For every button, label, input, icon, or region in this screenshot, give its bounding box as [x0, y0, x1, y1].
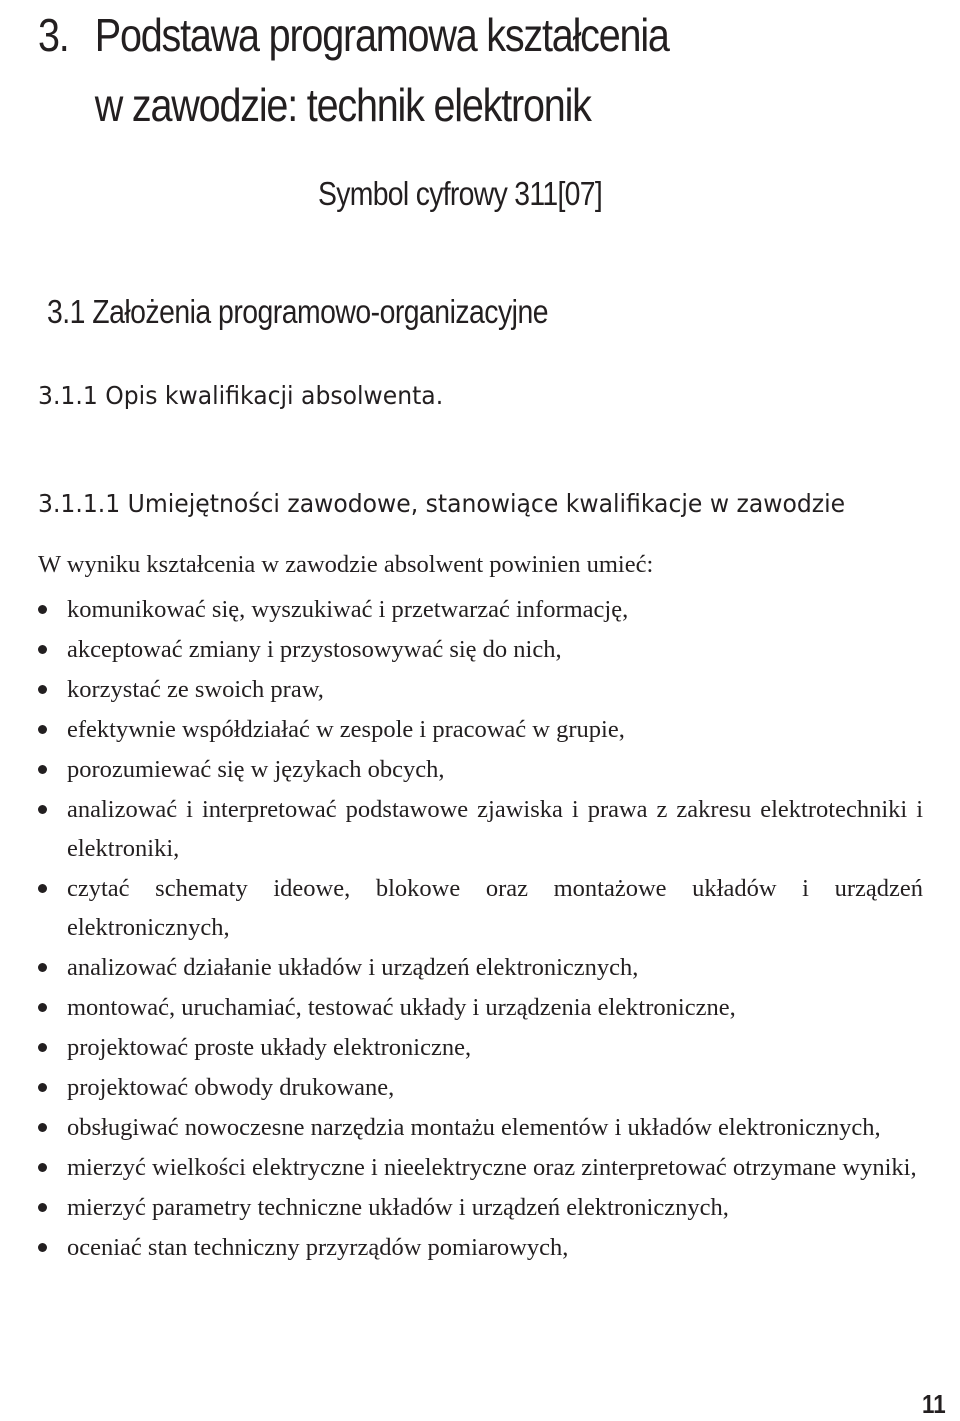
bullet-icon: [38, 1243, 47, 1252]
skill-item: [38, 710, 923, 749]
skill-item: [38, 790, 923, 868]
skill-text: projektować obwody drukowane,: [67, 1074, 395, 1101]
section-heading: 3.1 Założenia programowo-organizacyjne: [47, 293, 548, 330]
skill-text: oceniać stan techniczny przyrządów pomiarowych,: [67, 1234, 569, 1261]
skill-text: montować, uruchamiać, testować układy i urządzenia elektroniczne,: [67, 994, 736, 1021]
chapter-title-line-2: w zawodzie: technik elektronik: [94, 79, 591, 131]
bullet-icon: [38, 1003, 47, 1012]
skill-item: [38, 1068, 923, 1107]
bullet-icon: [38, 765, 47, 774]
bullet-icon: [38, 805, 47, 814]
chapter-title-line-1: Podstawa programowa kształcenia: [94, 9, 669, 61]
bullet-icon: [38, 725, 47, 734]
bullet-icon: [38, 1163, 47, 1172]
skill-item: [38, 869, 923, 947]
bullet-icon: [38, 685, 47, 694]
skill-item: [38, 670, 923, 709]
bullet-icon: [38, 1043, 47, 1052]
skill-item: [38, 1108, 923, 1147]
skill-text: analizować i interpretować podstawowe zjawiska i prawa z zakresu elektrotechniki i elektroniki,: [67, 796, 923, 862]
skill-item: [38, 750, 923, 789]
chapter-title: [38, 0, 669, 140]
intro-text: W wyniku kształcenia w zawodzie absolwent powinien umieć:: [38, 551, 654, 578]
subsubsection-heading: 3.1.1.1 Umiejętności zawodowe, stanowiące kwalifikacje w zawodzie: [38, 489, 846, 518]
skill-text: komunikować się, wyszukiwać i przetwarzać informację,: [67, 596, 629, 623]
skill-item: [38, 1228, 923, 1267]
occupation-symbol: Symbol cyfrowy 311[07]: [318, 175, 603, 212]
bullet-icon: [38, 1123, 47, 1132]
skill-item: [38, 1028, 923, 1067]
bullet-icon: [38, 1083, 47, 1092]
subsection-heading: 3.1.1 Opis kwalifikacji absolwenta.: [38, 381, 444, 410]
skill-item: [38, 630, 923, 669]
bullet-icon: [38, 884, 47, 893]
skill-text: analizować działanie układów i urządzeń elektronicznych,: [67, 954, 639, 981]
skill-text: projektować proste układy elektroniczne,: [67, 1034, 472, 1061]
skill-item: [38, 590, 923, 629]
skill-text: porozumiewać się w językach obcych,: [67, 756, 445, 783]
skill-item: [38, 988, 923, 1027]
bullet-icon: [38, 1203, 47, 1212]
skill-text: efektywnie współdziałać w zespole i pracować w grupie,: [67, 716, 625, 743]
bullet-icon: [38, 963, 47, 972]
skill-item: [38, 948, 923, 987]
skill-item: [38, 1188, 923, 1227]
skill-text: akceptować zmiany i przystosowywać się do nich,: [67, 636, 562, 663]
bullet-icon: [38, 605, 47, 614]
skill-text: czytać schematy ideowe, blokowe oraz montażowe układów i urządzeń elektronicznych,: [67, 875, 923, 941]
skill-item: [38, 1148, 923, 1187]
skill-text: mierzyć parametry techniczne układów i urządzeń elektronicznych,: [67, 1194, 729, 1221]
bullet-icon: [38, 645, 47, 654]
skill-text: mierzyć wielkości elektryczne i nieelektryczne oraz zinterpretować otrzymane wyniki,: [67, 1154, 917, 1181]
skill-text: korzystać ze swoich praw,: [67, 676, 324, 703]
page-number: 11: [922, 1389, 946, 1419]
chapter-number: 3.: [38, 9, 69, 61]
skill-text: obsługiwać nowoczesne narzędzia montażu elementów i układów elektronicznych,: [67, 1114, 881, 1141]
skills-list: [38, 590, 923, 1268]
